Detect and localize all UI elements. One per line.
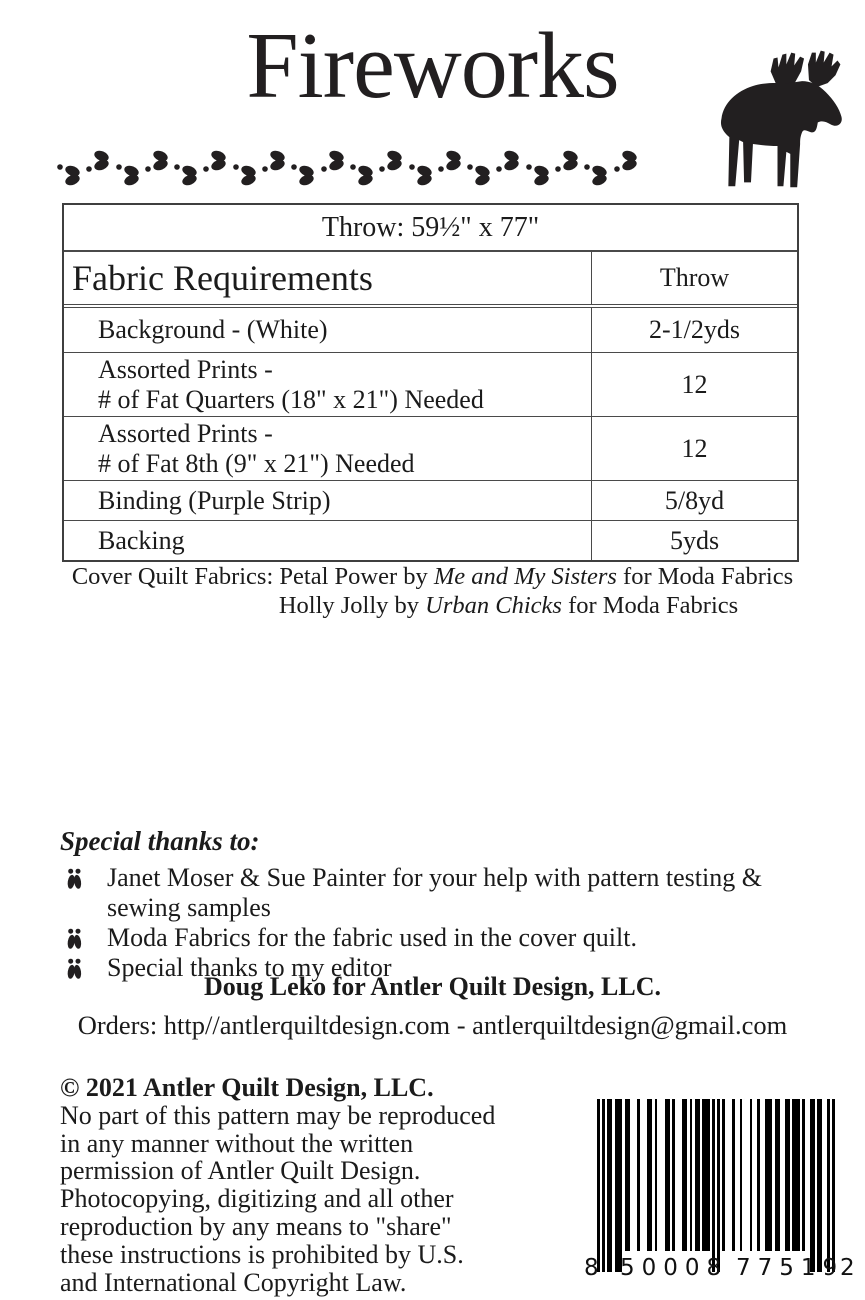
hoofprint-icon	[583, 148, 612, 194]
hoofprint-icon	[437, 148, 466, 194]
hoofprint-icon	[349, 148, 378, 194]
thanks-item-text: Janet Moser & Sue Painter for your help with pattern testing & sewing samples	[107, 863, 762, 922]
copyright-line: reproduction by any means to "share"	[60, 1211, 452, 1241]
list-item	[60, 863, 835, 923]
hoofprint-icon	[232, 148, 261, 194]
hoofprint-icon	[320, 148, 349, 194]
moose-icon	[692, 40, 864, 196]
cover-line1-prefix: Cover Quilt Fabrics: Petal Power by	[71, 563, 434, 590]
copyright-heading: © 2021 Antler Quilt Design, LLC.	[60, 1073, 434, 1102]
copyright-line: in any manner without the written	[60, 1128, 414, 1158]
hoofprint-icon	[290, 148, 319, 194]
copyright-line: permission of Antler Quilt Design.	[60, 1156, 421, 1186]
hoofprint-icon	[115, 148, 144, 194]
cover-fabrics-line1	[0, 562, 865, 591]
upc-barcode	[583, 1099, 865, 1295]
row-label: Binding (Purple Strip)	[98, 485, 331, 515]
credits-section	[0, 972, 865, 1041]
hoofprint-icon	[261, 148, 290, 194]
fabric-requirements-table	[62, 203, 799, 562]
row-value: 5/8yd	[591, 481, 797, 520]
table-row	[64, 520, 797, 560]
row-label-line2: # of Fat Quarters (18" x 21") Needed	[98, 384, 484, 414]
cover-fabrics-line2	[76, 591, 865, 620]
list-item	[60, 923, 835, 953]
thanks-item-text: Special thanks to my editor	[107, 953, 392, 982]
copyright-line: and International Copyright Law.	[60, 1267, 407, 1297]
barcode-digit-right: 2	[840, 1255, 855, 1281]
column-header-throw: Throw	[591, 252, 797, 304]
hoofprint-icon	[202, 148, 231, 194]
copyright-line: No part of this pattern may be reproduced	[60, 1100, 496, 1130]
cover-line2-suffix: for Moda Fabrics	[561, 592, 739, 619]
row-value: 12	[591, 353, 797, 416]
row-label: Assorted Prints -	[98, 354, 273, 384]
table-header-row	[64, 250, 797, 308]
barcode-bars	[583, 1099, 865, 1275]
hoofprint-icon	[85, 148, 114, 194]
orders-contact-line: Orders: http//antlerquiltdesign.com - antlerquiltdesign@gmail.com	[77, 1010, 788, 1040]
table-title: Fabric Requirements	[72, 258, 373, 298]
hoofprint-icon	[144, 148, 173, 194]
hoofprint-icon	[173, 148, 202, 194]
row-label: Assorted Prints -	[98, 418, 273, 448]
hoofprint-icon	[378, 148, 407, 194]
row-label: Background - (White)	[98, 315, 328, 344]
hoofprint-icon	[466, 148, 495, 194]
table-row	[64, 480, 797, 520]
cover-line1-suffix: for Moda Fabrics	[616, 563, 794, 590]
copyright-line: these instructions is prohibited by U.S.	[60, 1239, 464, 1269]
hoofprint-bullet-icon	[66, 867, 83, 889]
row-value: 2-1/2yds	[591, 308, 797, 352]
hoofprint-icon	[495, 148, 524, 194]
moose-tracks-divider	[56, 148, 642, 194]
cover-line1-designer: Me and My Sisters	[433, 563, 617, 590]
special-thanks-heading: Special thanks to:	[60, 826, 260, 856]
row-value: 12	[591, 417, 797, 480]
hoofprint-icon	[554, 148, 583, 194]
copyright-notice	[60, 1074, 520, 1296]
table-row	[64, 308, 797, 352]
cover-line2-prefix: Holly Jolly by	[278, 592, 426, 619]
barcode-group-right: 77519	[736, 1255, 845, 1281]
hoofprint-icon	[56, 148, 85, 194]
barcode-digit-left: 8	[584, 1255, 599, 1281]
table-row	[64, 416, 797, 480]
thanks-item-text: Moda Fabrics for the fabric used in the cover quilt.	[107, 923, 637, 952]
barcode-group-left: 50008	[620, 1255, 729, 1281]
hoofprint-bullet-icon	[66, 927, 83, 949]
cover-fabrics-note	[0, 562, 865, 620]
hoofprint-icon	[408, 148, 437, 194]
designer-byline: Doug Leko for Antler Quilt Design, LLC.	[204, 972, 661, 1001]
page-title: Fireworks	[246, 14, 619, 118]
row-label-line2: # of Fat 8th (9" x 21") Needed	[98, 448, 415, 478]
hoofprint-icon	[613, 148, 642, 194]
row-value: 5yds	[591, 521, 797, 560]
row-label: Backing	[98, 525, 185, 555]
table-row	[64, 352, 797, 416]
quilt-size-header: Throw: 59½" x 77"	[321, 211, 540, 243]
special-thanks-section	[60, 826, 835, 983]
hoofprint-icon	[525, 148, 554, 194]
cover-line2-designer: Urban Chicks	[425, 592, 562, 619]
copyright-line: Photocopying, digitizing and all other	[60, 1184, 454, 1214]
